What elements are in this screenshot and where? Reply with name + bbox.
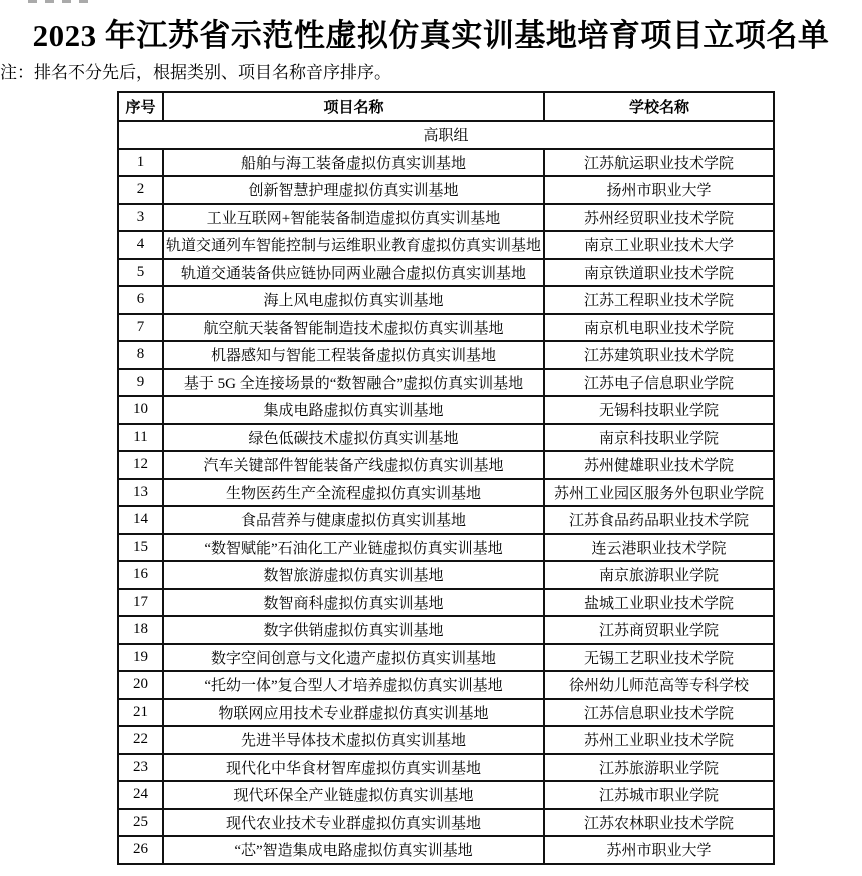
group-header-row [118, 121, 774, 149]
school-name-cell: 江苏电子信息职业学院 [544, 369, 774, 397]
school-name-cell: 南京铁道职业技术学院 [544, 259, 774, 287]
row-number-cell: 5 [118, 259, 163, 287]
school-name-cell: 盐城工业职业技术学院 [544, 589, 774, 617]
project-name-cell: 汽车关键部件智能装备产线虚拟仿真实训基地 [163, 451, 544, 479]
project-name-cell: 工业互联网+智能装备制造虚拟仿真实训基地 [163, 204, 544, 232]
column-header-project: 项目名称 [163, 92, 544, 121]
school-name-cell: 南京旅游职业学院 [544, 561, 774, 589]
table-row [118, 644, 774, 672]
row-number-cell: 2 [118, 176, 163, 204]
table-row [118, 699, 774, 727]
table-row [118, 286, 774, 314]
school-name-cell: 苏州市职业大学 [544, 836, 774, 864]
school-name-cell: 江苏航运职业技术学院 [544, 149, 774, 177]
column-header-school: 学校名称 [544, 92, 774, 121]
table-row [118, 506, 774, 534]
project-name-cell: 数字供销虚拟仿真实训基地 [163, 616, 544, 644]
row-number-cell: 9 [118, 369, 163, 397]
project-name-cell: 数字空间创意与文化遗产虚拟仿真实训基地 [163, 644, 544, 672]
table-header-row [118, 92, 774, 121]
row-number-cell: 21 [118, 699, 163, 727]
school-name-cell: 苏州经贸职业技术学院 [544, 204, 774, 232]
row-number-cell: 17 [118, 589, 163, 617]
table-row [118, 176, 774, 204]
row-number-cell: 24 [118, 781, 163, 809]
table-row [118, 424, 774, 452]
table-row [118, 479, 774, 507]
row-number-cell: 15 [118, 534, 163, 562]
school-name-cell: 南京工业职业技术大学 [544, 231, 774, 259]
table-row [118, 259, 774, 287]
row-number-cell: 12 [118, 451, 163, 479]
row-number-cell: 19 [118, 644, 163, 672]
row-number-cell: 14 [118, 506, 163, 534]
table-row [118, 836, 774, 864]
row-number-cell: 20 [118, 671, 163, 699]
school-name-cell: 江苏食品药品职业技术学院 [544, 506, 774, 534]
school-name-cell: 江苏商贸职业学院 [544, 616, 774, 644]
table-row [118, 204, 774, 232]
school-name-cell: 徐州幼儿师范高等专科学校 [544, 671, 774, 699]
table-row [118, 809, 774, 837]
project-name-cell: 创新智慧护理虚拟仿真实训基地 [163, 176, 544, 204]
school-name-cell: 苏州健雄职业技术学院 [544, 451, 774, 479]
project-name-cell: 轨道交通列车智能控制与运维职业教育虚拟仿真实训基地 [163, 231, 544, 259]
project-name-cell: 基于 5G 全连接场景的“数智融合”虚拟仿真实训基地 [163, 369, 544, 397]
row-number-cell: 7 [118, 314, 163, 342]
school-name-cell: 苏州工业园区服务外包职业学院 [544, 479, 774, 507]
project-name-cell: 船舶与海工装备虚拟仿真实训基地 [163, 149, 544, 177]
row-number-cell: 16 [118, 561, 163, 589]
project-name-cell: 现代化中华食材智库虚拟仿真实训基地 [163, 754, 544, 782]
school-name-cell: 江苏工程职业技术学院 [544, 286, 774, 314]
clipped-text-fragment [28, 0, 108, 5]
table-row [118, 589, 774, 617]
project-name-cell: 绿色低碳技术虚拟仿真实训基地 [163, 424, 544, 452]
row-number-cell: 4 [118, 231, 163, 259]
row-number-cell: 11 [118, 424, 163, 452]
row-number-cell: 8 [118, 341, 163, 369]
school-name-cell: 江苏城市职业学院 [544, 781, 774, 809]
school-name-cell: 江苏信息职业技术学院 [544, 699, 774, 727]
table-row [118, 671, 774, 699]
project-name-cell: 海上风电虚拟仿真实训基地 [163, 286, 544, 314]
table-body [118, 121, 774, 864]
project-name-cell: 食品营养与健康虚拟仿真实训基地 [163, 506, 544, 534]
school-name-cell: 南京科技职业学院 [544, 424, 774, 452]
school-name-cell: 连云港职业技术学院 [544, 534, 774, 562]
project-table [117, 91, 775, 865]
table-row [118, 726, 774, 754]
project-name-cell: 数智商科虚拟仿真实训基地 [163, 589, 544, 617]
table-row [118, 341, 774, 369]
project-name-cell: 现代环保全产业链虚拟仿真实训基地 [163, 781, 544, 809]
row-number-cell: 25 [118, 809, 163, 837]
project-name-cell: 先进半导体技术虚拟仿真实训基地 [163, 726, 544, 754]
project-name-cell: “芯”智造集成电路虚拟仿真实训基地 [163, 836, 544, 864]
project-name-cell: 航空航天装备智能制造技术虚拟仿真实训基地 [163, 314, 544, 342]
note-text: 注：排名不分先后，根据类别、项目名称音序排序。 [0, 63, 391, 82]
row-number-cell: 22 [118, 726, 163, 754]
row-number-cell: 26 [118, 836, 163, 864]
project-name-cell: “数智赋能”石油化工产业链虚拟仿真实训基地 [163, 534, 544, 562]
table-row [118, 451, 774, 479]
row-number-cell: 1 [118, 149, 163, 177]
row-number-cell: 3 [118, 204, 163, 232]
school-name-cell: 南京机电职业技术学院 [544, 314, 774, 342]
page-title: 2023 年江苏省示范性虚拟仿真实训基地培育项目立项名单 [32, 18, 830, 53]
table-row [118, 396, 774, 424]
table-row [118, 369, 774, 397]
table-row [118, 314, 774, 342]
school-name-cell: 江苏旅游职业学院 [544, 754, 774, 782]
school-name-cell: 无锡工艺职业技术学院 [544, 644, 774, 672]
project-name-cell: 物联网应用技术专业群虚拟仿真实训基地 [163, 699, 544, 727]
table-row [118, 534, 774, 562]
table-row [118, 754, 774, 782]
project-name-cell: 数智旅游虚拟仿真实训基地 [163, 561, 544, 589]
project-name-cell: 轨道交通装备供应链协同两业融合虚拟仿真实训基地 [163, 259, 544, 287]
row-number-cell: 6 [118, 286, 163, 314]
table-row [118, 561, 774, 589]
project-name-cell: 生物医药生产全流程虚拟仿真实训基地 [163, 479, 544, 507]
table-row [118, 616, 774, 644]
column-header-no: 序号 [118, 92, 163, 121]
project-name-cell: 现代农业技术专业群虚拟仿真实训基地 [163, 809, 544, 837]
project-name-cell: 机器感知与智能工程装备虚拟仿真实训基地 [163, 341, 544, 369]
row-number-cell: 18 [118, 616, 163, 644]
table-row [118, 149, 774, 177]
project-name-cell: “托幼一体”复合型人才培养虚拟仿真实训基地 [163, 671, 544, 699]
school-name-cell: 江苏农林职业技术学院 [544, 809, 774, 837]
school-name-cell: 江苏建筑职业技术学院 [544, 341, 774, 369]
group-label: 高职组 [118, 121, 774, 149]
row-number-cell: 13 [118, 479, 163, 507]
school-name-cell: 苏州工业职业技术学院 [544, 726, 774, 754]
table-row [118, 231, 774, 259]
table-row [118, 781, 774, 809]
project-name-cell: 集成电路虚拟仿真实训基地 [163, 396, 544, 424]
row-number-cell: 23 [118, 754, 163, 782]
school-name-cell: 扬州市职业大学 [544, 176, 774, 204]
school-name-cell: 无锡科技职业学院 [544, 396, 774, 424]
row-number-cell: 10 [118, 396, 163, 424]
